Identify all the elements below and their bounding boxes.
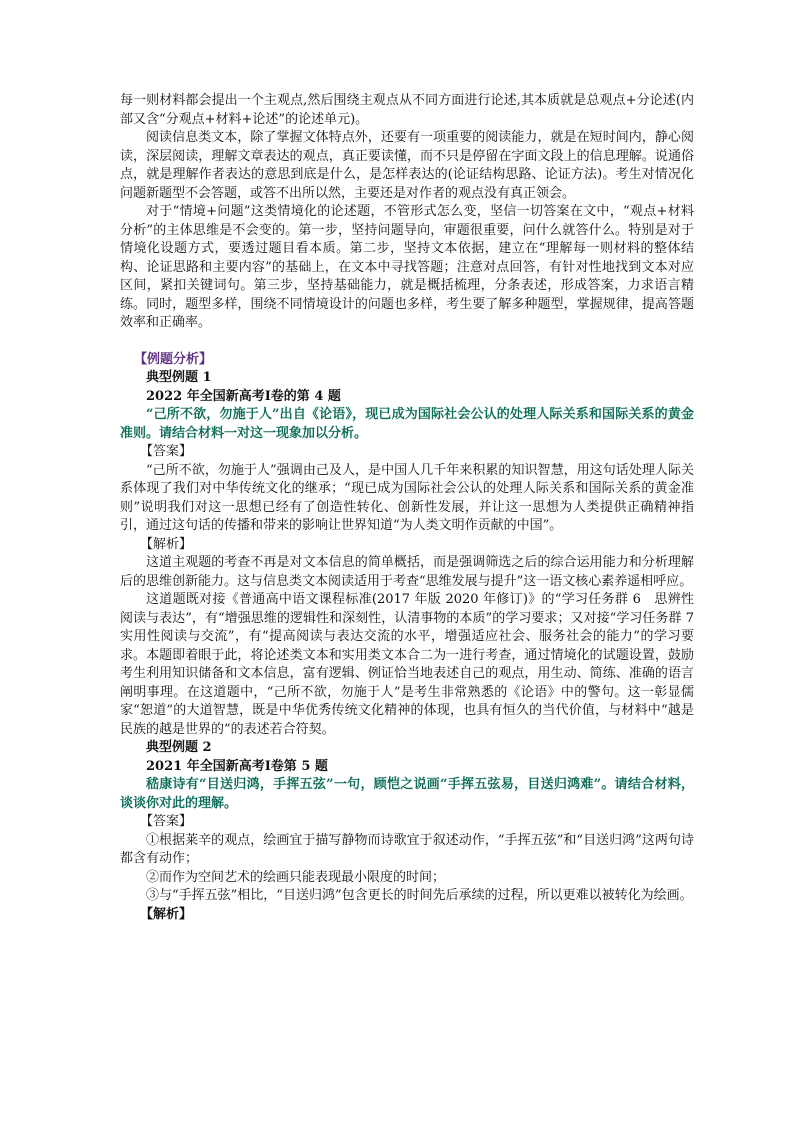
intro-paragraph-3: 对于“情境+问题”这类情境化的论述题，不管形式怎么变，坚信一切答案在文中，“观点+材料分析”的主体思维是不会变的。第一步，坚持问题导向，审题很重要，问什么就答什么。特别是对于情境化设题方式，要透过题目看本质。第二步，坚持文本依据，建立在“理解每一则材料的整体结构、论证思路和主要内容”的基础上，在文本中寻找答题；注意对点回答，有针对性地找到文本对应区间，紧扣关键词句。第三步，坚持基础能力，就是概括梳理，分条表述，形成答案，力求语言精练。同时，题型多样，围绕不同情境设计的问题也多样，考生要了解多种题型，掌握规律，提高答题效率和正确率。 [120, 204, 694, 330]
example-2-answer-1: ①根据莱辛的观点，绘画宜于描写静物而诗歌宜于叙述动作，“手挥五弦”和“目送归鸿”这两句诗都含有动作； [120, 832, 694, 866]
example-2-question: 嵇康诗有“目送归鸿，手挥五弦”一句，顾恺之说画“手挥五弦易，目送归鸿难”。请结合材料，谈谈你对此的理解。 [120, 777, 694, 811]
example-2-answer-3: ③与“手挥五弦”相比，“目送归鸿”包含更长的时间先后承续的过程，所以更难以被转化为绘画。 [146, 888, 693, 903]
example-1-analysis-1: 这道主观题的考查不再是对文本信息的简单概括，而是强调筛选之后的综合运用能力和分析理解后的思维创新能力。这与信息类文本阅读适用于考查“思维发展与提升”这一语文核心素养遥相呼应。 [120, 555, 694, 589]
example-2-answer-2: ②而作为空间艺术的绘画只能表现最小限度的时间； [146, 869, 446, 885]
example-1-question: “己所不欲，勿施于人”出自《论语》，现已成为国际社会公认的处理人际关系和国际关系的黄金准则。请结合材料一对这一现象加以分析。 [120, 407, 694, 441]
example-1-analysis-2: 这道题既对接《普通高中语文课程标准(2017 年版 2020 年修订)》的“学习任务群 6 思辨性阅读与表达”，有“增强思维的逻辑性和深刻性，认清事物的本质”的学习要求；又对接“学习任务群 7 实用性阅读与交流”，有“提高阅读与表达交流的水平，增强适应社会、服务社会的能力”的学习要求。本题即着眼于此，将论述类文本和实用类文本合二为一进行考查，通过情境化的试题设置，鼓励考生利用知识储备和文本信息，富有逻辑、例证恰当地表述自己的观点，用生动、简练、准确的语言阐明事理。在这道题中，“己所不欲，勿施于人”是考生非常熟悉的《论语》中的警句。这一彰显儒家“恕道”的大道智慧，既是中华优秀传统文化精神的体现，也具有恒久的当代价值，与材料中“越是民族的越是世界的”的表述若合符契。 [120, 592, 694, 737]
example-2-analysis-tag: 【解析】 [140, 906, 193, 922]
document-page [120, 92, 694, 924]
example-2-label: 典型例题 2 [146, 740, 212, 755]
section-title: 【例题分析】 [134, 351, 213, 367]
example-1-analysis-tag: 【解析】 [140, 536, 193, 552]
intro-paragraph-2: 阅读信息类文本，除了掌握文体特点外，还要有一项重要的阅读能力，就是在短时间内，静心阅读，深层阅读，理解文章表达的观点，真正要读懂，而不只是停留在字面文段上的信息理解。说通俗点，就是理解作者表达的意思到底是什么，是怎样表达的(论证结构思路、论证方法)。考生对情况化问题新题型不会答题，或答不出所以然，主要还是对作者的观点没有真正领会。 [120, 130, 694, 201]
example-2-answer-tag: 【答案】 [140, 814, 193, 829]
spacer [120, 333, 694, 351]
example-1-answer-tag: 【答案】 [140, 444, 193, 459]
example-1-answer: “己所不欲，勿施于人”强调由己及人，是中国人几千年来积累的知识智慧，用这句话处理人际关系体现了我们对中华传统文化的继承；“现已成为国际社会公认的处理人际关系和国际关系的黄金准则”说明我们对这一思想已经有了创造性转化、创新性发展，并让这一思想为人类提供正确精神指引，通过这句话的传播和带来的影响让世界知道“为人类文明作贡献的中国”。 [120, 462, 694, 533]
example-1-label: 典型例题 1 [146, 370, 212, 385]
example-1-source: 2022 年全国新高考Ⅰ卷的第 4 题 [146, 388, 341, 404]
intro-paragraph-1: 每一则材料都会提出一个主观点,然后围绕主观点从不同方面进行论述,其本质就是总观点+分论述(内部又含“分观点+材料+论述”的论述单元)。 [120, 93, 694, 127]
example-2-source: 2021 年全国新高考Ⅰ卷第 5 题 [146, 758, 328, 774]
